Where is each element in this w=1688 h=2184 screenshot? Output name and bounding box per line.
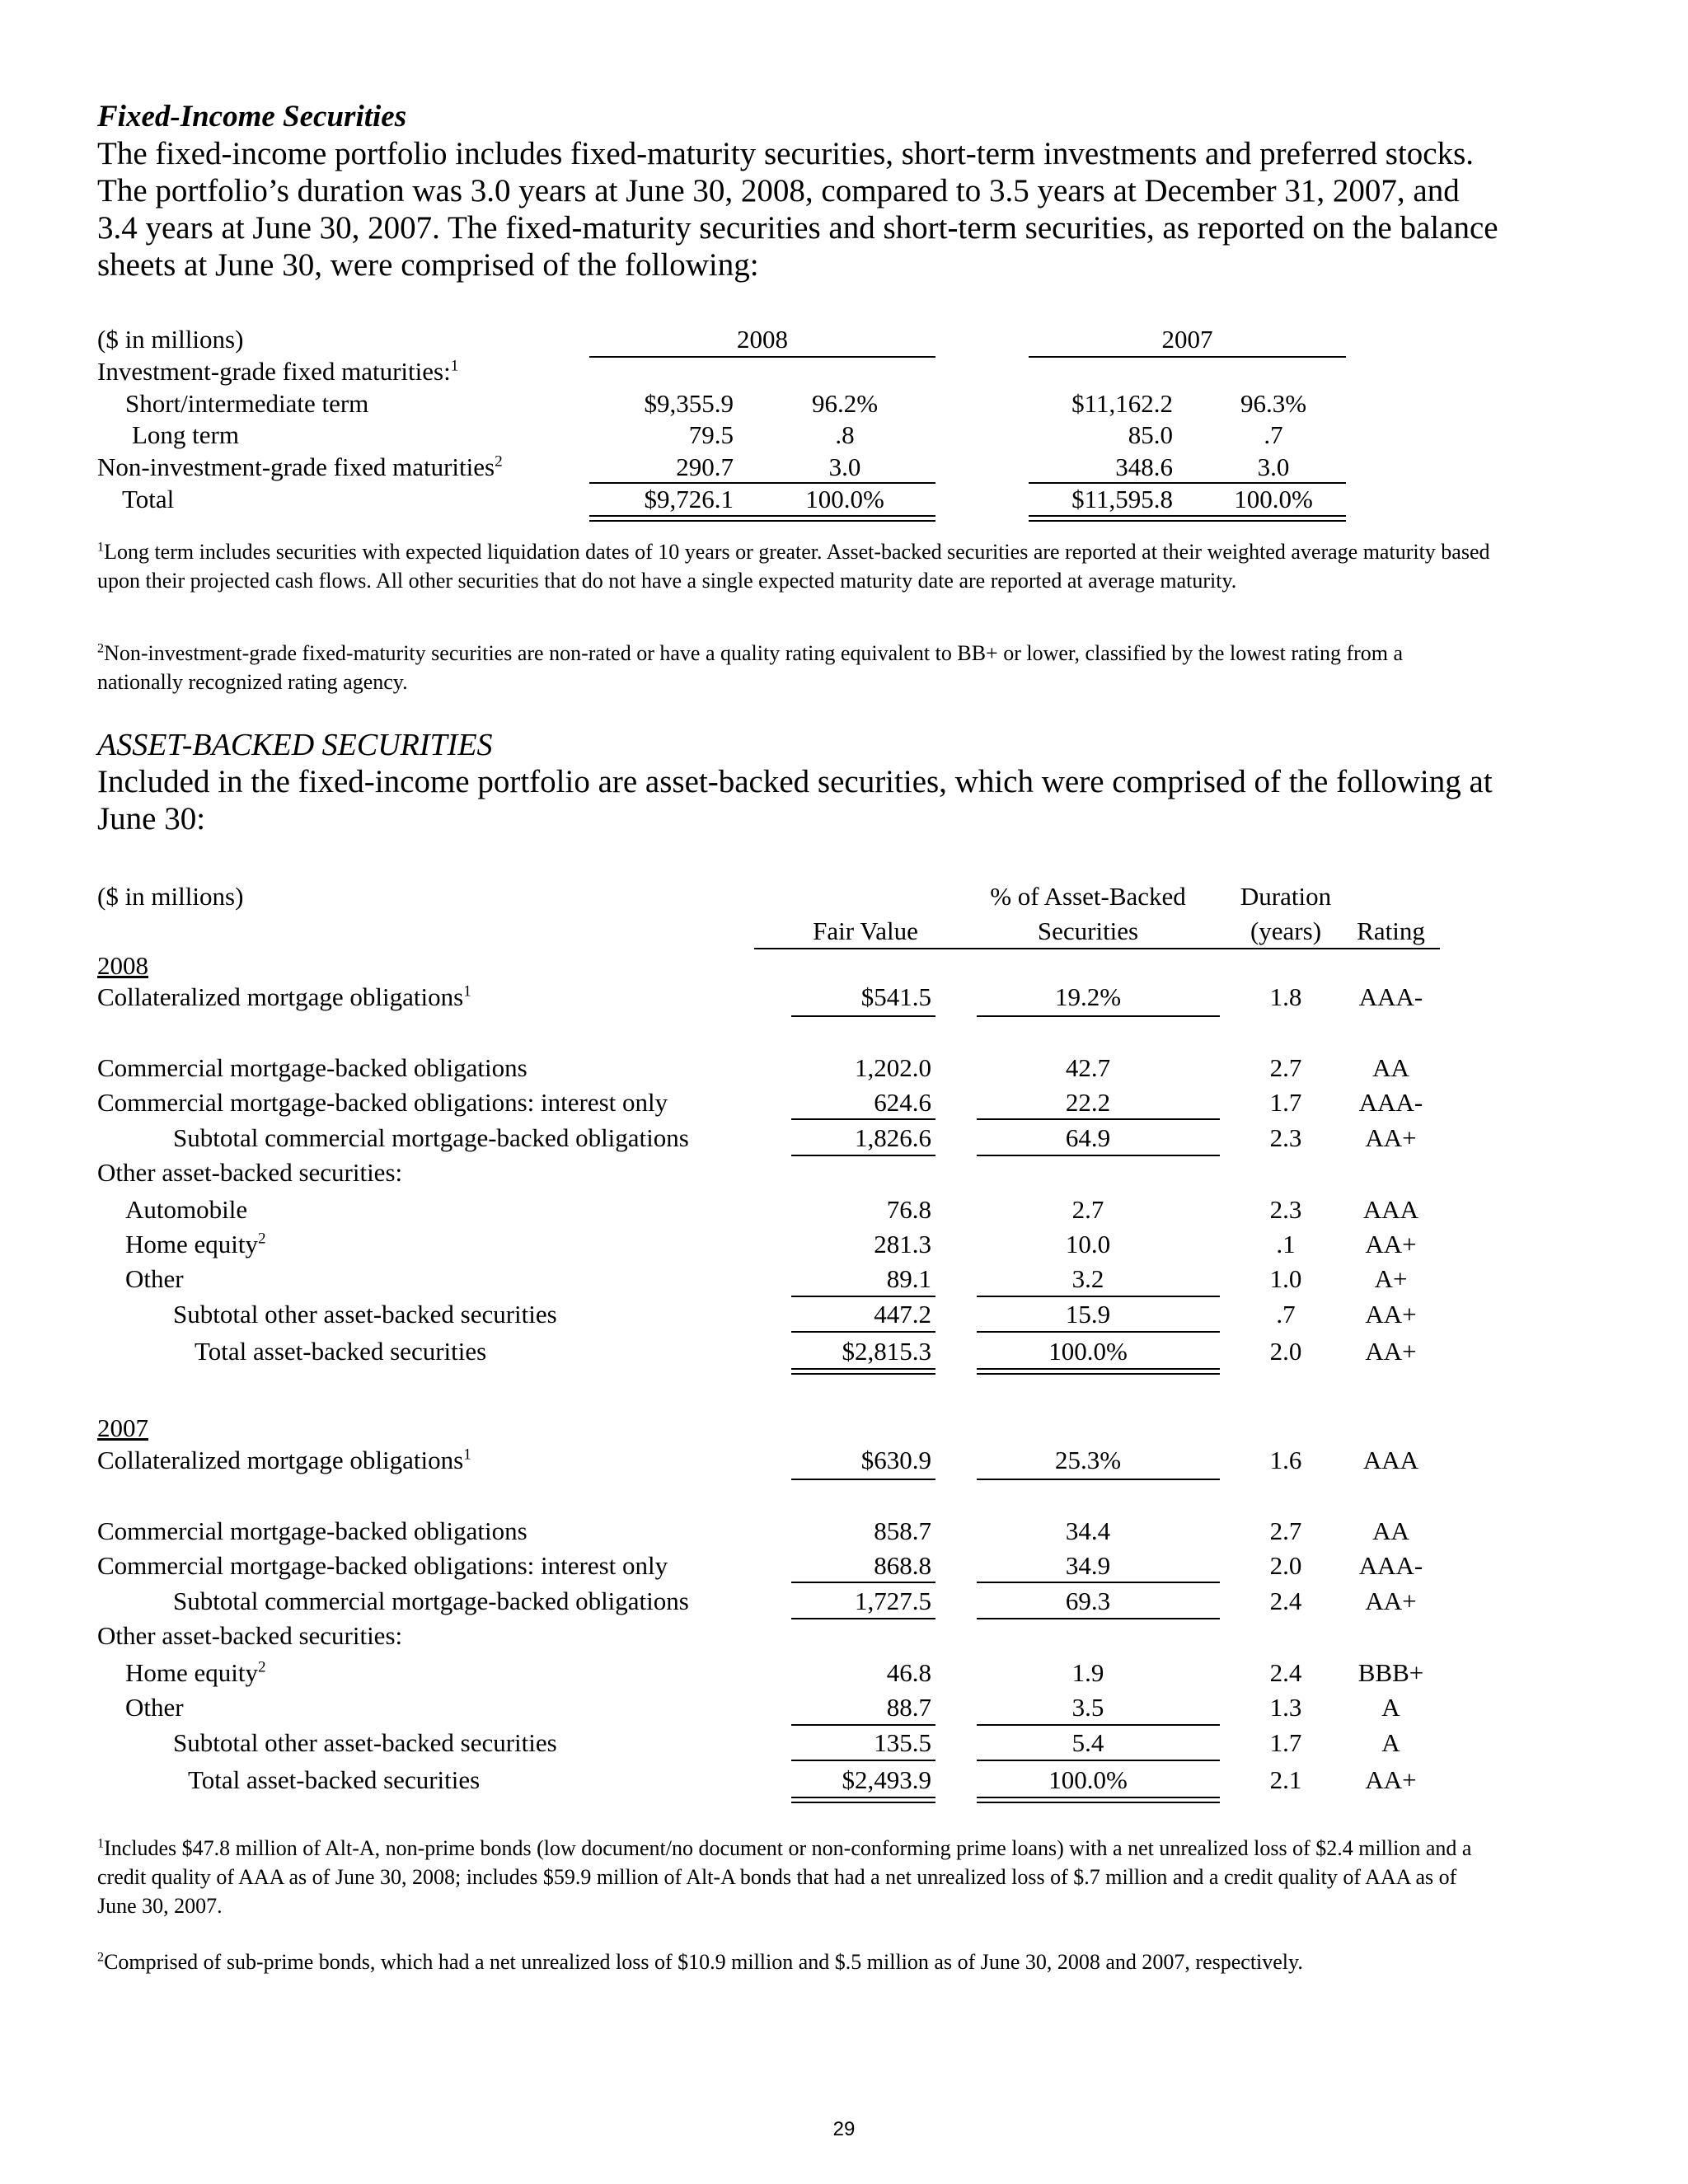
cell-2008-value: 290.7	[676, 452, 734, 481]
row-label-subtotal: Subtotal other asset-backed securities	[173, 1300, 557, 1329]
cell-duration: 1.6	[1269, 1446, 1302, 1474]
cell-percent: 5.4	[1071, 1728, 1104, 1757]
page-number: 29	[832, 2118, 856, 2140]
cell-duration: 2.3	[1269, 1195, 1302, 1224]
cell-percent: 34.4	[1065, 1516, 1111, 1545]
row-label-total: Total	[122, 485, 175, 513]
cell-fair-value: $630.9	[860, 1446, 931, 1474]
year-header-2008: 2008	[737, 325, 788, 354]
footnote-ref: 1	[463, 1446, 471, 1464]
total-double-rule-2007	[1029, 515, 1346, 522]
cell-duration: 1.3	[1269, 1693, 1302, 1722]
cell-fair-value: 1,826.6	[855, 1123, 931, 1152]
cell-2007-percent: 100.0%	[1234, 485, 1313, 513]
footnote-mark: 1	[97, 540, 105, 555]
row-label-text: Non-investment-grade fixed maturities	[97, 452, 495, 481]
row-label: Other	[125, 1264, 184, 1293]
footnote-text: Comprised of sub-prime bonds, which had a net unrealized loss of $10.9 million and $.5 million as of June 30, 2008 and 2007, respectively.	[104, 1950, 1303, 1974]
rule-percent	[977, 1479, 1220, 1480]
row-label-total: Total asset-backed securities	[195, 1337, 487, 1366]
total-double-rule-fair-value	[791, 1368, 935, 1375]
cell-duration: 1.7	[1269, 1728, 1302, 1757]
col-header-rating: Rating	[1357, 916, 1425, 945]
cell-rating: A	[1381, 1728, 1400, 1757]
cell-rating: AA+	[1365, 1123, 1417, 1152]
rule-fair-value	[791, 1618, 935, 1619]
cell-rating: AAA-	[1358, 1551, 1423, 1580]
row-label-subtotal: Subtotal commercial mortgage-backed obligations	[173, 1586, 689, 1615]
cell-2008-percent: 96.2%	[811, 389, 879, 418]
cell-2007-percent: .7	[1264, 420, 1283, 449]
cell-fair-value: 89.1	[886, 1264, 931, 1293]
row-label	[97, 1444, 471, 1477]
cell-duration: 2.3	[1269, 1123, 1302, 1152]
rule-percent	[977, 1296, 1220, 1297]
total-double-rule-2008	[589, 515, 935, 522]
cell-2007-value: 348.6	[1115, 452, 1173, 481]
rule-percent	[977, 1118, 1220, 1120]
footnote-text: Includes $47.8 million of Alt-A, non-prime bonds (low document/no document or non-conforming prime loans) with a net unrealized loss of $2.4 million and a credit quality of AAA as of June 30, 2008; includes $59.9 million of Alt-A bonds that had a net unrealized loss of $.7 million and a credit quality of AAA as of June 30, 2007.	[97, 1836, 1472, 1918]
cell-rating: AAA	[1362, 1446, 1419, 1474]
footnote-ref: 1	[450, 357, 459, 375]
cell-percent: 34.9	[1065, 1551, 1111, 1580]
cell-percent: 22.2	[1065, 1088, 1111, 1117]
rule-fair-value	[791, 1331, 935, 1333]
row-label-subtotal: Subtotal other asset-backed securities	[173, 1728, 557, 1757]
col-header-percent-line1: % of Asset-Backed	[990, 882, 1186, 911]
cell-2008-percent: 3.0	[828, 452, 861, 481]
row-label-total: Total asset-backed securities	[188, 1765, 481, 1794]
cell-fair-value: 46.8	[886, 1658, 931, 1687]
footnote-ref: 2	[495, 452, 503, 471]
total-double-rule-percent	[977, 1368, 1220, 1375]
row-label	[97, 451, 503, 484]
rule-fair-value	[791, 1479, 935, 1480]
cell-percent: 42.7	[1065, 1053, 1111, 1082]
row-label-text: Collateralized mortgage obligations	[97, 1446, 464, 1474]
cell-duration: 2.4	[1269, 1586, 1302, 1615]
year-label-2007: 2007	[97, 1413, 148, 1442]
cell-rating: AA	[1372, 1053, 1409, 1082]
cell-rating: AA+	[1365, 1230, 1417, 1258]
footnote-2	[97, 639, 1490, 696]
cell-percent: 3.2	[1071, 1264, 1104, 1293]
cell-fair-value: 76.8	[886, 1195, 931, 1224]
footnote-1	[97, 537, 1490, 595]
col-header-duration-line2: (years)	[1250, 916, 1322, 945]
cell-rating: AAA	[1362, 1195, 1419, 1224]
footnote-ref: 2	[258, 1658, 266, 1676]
cell-rating: AAA-	[1358, 1088, 1423, 1117]
year-label-2008: 2008	[97, 951, 148, 980]
cell-rating: AA+	[1365, 1337, 1417, 1366]
col-header-duration-line1: Duration	[1240, 882, 1332, 911]
cell-fair-value: 858.7	[874, 1516, 931, 1545]
cell-2007-percent: 3.0	[1257, 452, 1290, 481]
cell-fair-value: 281.3	[874, 1230, 931, 1258]
section-heading-asset-backed: ASSET-BACKED SECURITIES	[97, 728, 493, 762]
footnote-text: Non-investment-grade fixed-maturity securities are non-rated or have a quality rating equivalent to BB+ or lower, classified by the lowest rating from a nationally recognized rating agency.	[97, 641, 1404, 694]
cell-rating: AA	[1372, 1516, 1409, 1545]
cell-2007-value: $11,162.2	[1071, 389, 1173, 418]
cell-rating: AAA-	[1358, 982, 1423, 1011]
cell-duration: 2.0	[1269, 1337, 1302, 1366]
row-label-subtotal: Subtotal commercial mortgage-backed obligations	[173, 1123, 689, 1152]
rule-percent	[977, 1331, 1220, 1333]
cell-fair-value: 1,727.5	[855, 1586, 931, 1615]
section-heading-fixed-income: Fixed-Income Securities	[97, 100, 407, 134]
cell-rating: AA+	[1365, 1765, 1417, 1794]
cell-rating: A	[1381, 1693, 1400, 1722]
rule-percent	[977, 1015, 1220, 1017]
cell-2008-value: 79.5	[688, 420, 734, 449]
rule-percent	[977, 1155, 1220, 1156]
col-header-percent-line2: Securities	[1037, 916, 1139, 945]
cell-fair-value: 135.5	[874, 1728, 931, 1757]
cell-2008-percent: 100.0%	[805, 485, 884, 513]
footnote-mark: 2	[97, 641, 105, 656]
row-label: Commercial mortgage-backed obligations	[97, 1516, 528, 1545]
footnote-ref: 1	[463, 982, 471, 1001]
cell-fair-value: 1,202.0	[855, 1053, 931, 1082]
rule-fair-value	[791, 1582, 935, 1583]
cell-percent: 69.3	[1065, 1586, 1111, 1615]
cell-percent: 1.9	[1071, 1658, 1104, 1687]
total-double-rule-fair-value	[791, 1797, 935, 1803]
cell-percent: 100.0%	[1048, 1765, 1128, 1794]
cell-fair-value: $541.5	[860, 982, 931, 1011]
cell-fair-value: 88.7	[886, 1693, 931, 1722]
total-double-rule-percent	[977, 1797, 1220, 1803]
row-label-text: Home equity	[125, 1658, 258, 1687]
row-label-text: Home equity	[125, 1230, 258, 1258]
header-rule-2007	[1029, 356, 1346, 358]
row-label: Other	[125, 1693, 184, 1722]
cell-percent: 25.3%	[1054, 1446, 1122, 1474]
cell-rating: AA+	[1365, 1300, 1417, 1329]
row-label: Commercial mortgage-backed obligations: interest only	[97, 1088, 668, 1117]
footnote-mark: 1	[97, 1836, 105, 1851]
cell-2007-percent: 96.3%	[1240, 389, 1307, 418]
year-header-2007: 2007	[1161, 325, 1213, 354]
rule-fair-value	[791, 1155, 935, 1156]
row-label	[125, 1228, 266, 1261]
cell-duration: 2.1	[1269, 1765, 1302, 1794]
col-header-fair-value: Fair Value	[813, 916, 918, 945]
row-label: Short/intermediate term	[125, 389, 369, 418]
cell-percent: 15.9	[1065, 1300, 1111, 1329]
cell-duration: 2.4	[1269, 1658, 1302, 1687]
rule-percent	[977, 1760, 1220, 1761]
footnote-ref: 2	[258, 1230, 266, 1248]
rule-fair-value	[791, 1724, 935, 1726]
cell-rating: AA+	[1365, 1586, 1417, 1615]
cell-duration: .1	[1276, 1230, 1296, 1258]
row-label-group: Other asset-backed securities:	[97, 1621, 403, 1650]
cell-duration: 2.7	[1269, 1053, 1302, 1082]
cell-fair-value: 447.2	[874, 1300, 931, 1329]
cell-fair-value: $2,815.3	[842, 1337, 931, 1366]
cell-rating: A+	[1374, 1264, 1408, 1293]
cell-fair-value: $2,493.9	[842, 1765, 931, 1794]
section-label-text: Investment-grade fixed maturities:	[97, 357, 451, 386]
header-rule-2008	[589, 356, 935, 358]
row-label: Commercial mortgage-backed obligations: interest only	[97, 1551, 668, 1580]
cell-rating: BBB+	[1357, 1658, 1424, 1687]
rule-fair-value	[791, 1015, 935, 1017]
rule-percent	[977, 1582, 1220, 1583]
cell-duration: .7	[1276, 1300, 1296, 1329]
row-label-group: Other asset-backed securities:	[97, 1158, 403, 1187]
units-label: ($ in millions)	[97, 325, 244, 354]
rule-percent	[977, 1724, 1220, 1726]
row-label	[97, 981, 471, 1014]
cell-percent: 64.9	[1065, 1123, 1111, 1152]
cell-duration: 2.0	[1269, 1551, 1302, 1580]
rule-percent	[977, 1618, 1220, 1619]
units-label: ($ in millions)	[97, 882, 244, 911]
asset-backed-paragraph: Included in the fixed-income portfolio are asset-backed securities, which were comprised of the following at June 30:	[97, 764, 1493, 837]
footnote-text: Long term includes securities with expected liquidation dates of 10 years or greater. Asset-backed securities are reported at their weighted average maturity based upon their projected cash flows. All other securities that do not have a single expected maturity date are reported at average maturity.	[97, 540, 1490, 593]
cell-fair-value: 868.8	[874, 1551, 931, 1580]
cell-2007-value: 85.0	[1128, 420, 1173, 449]
cell-duration: 1.8	[1269, 982, 1302, 1011]
row-label: Long term	[132, 420, 239, 449]
row-label: Commercial mortgage-backed obligations	[97, 1053, 528, 1082]
cell-duration: 1.0	[1269, 1264, 1302, 1293]
cell-percent: 3.5	[1071, 1693, 1104, 1722]
cell-2007-value: $11,595.8	[1071, 485, 1173, 513]
row-label	[125, 1657, 266, 1690]
cell-percent: 19.2%	[1054, 982, 1122, 1011]
row-label-text: Collateralized mortgage obligations	[97, 982, 464, 1011]
footnote-1	[97, 1834, 1490, 1920]
fixed-income-paragraph: The fixed-income portfolio includes fixed-maturity securities, short-term investments and preferred stocks. The portfolio’s duration was 3.0 years at June 30, 2008, compared to 3.5 years at December 31, 2007, and 3.4 years at June 30, 2007. The fixed-maturity securities and short-term securities, as reported on the balance sheets at June 30, were comprised of the following:	[97, 136, 1498, 283]
rule-fair-value	[791, 1296, 935, 1297]
footnote-2	[97, 1947, 1490, 1976]
cell-percent: 100.0%	[1048, 1337, 1128, 1366]
rule-fair-value	[791, 1760, 935, 1761]
investment-grade-label	[97, 355, 458, 388]
rule-fair-value	[791, 1118, 935, 1120]
footnote-mark: 2	[97, 1950, 105, 1965]
row-label: Automobile	[125, 1195, 248, 1224]
cell-2008-percent: .8	[835, 420, 855, 449]
cell-2008-value: $9,355.9	[644, 389, 734, 418]
cell-fair-value: 624.6	[874, 1088, 931, 1117]
cell-percent: 2.7	[1071, 1195, 1104, 1224]
cell-percent: 10.0	[1065, 1230, 1111, 1258]
header-rule	[754, 948, 1440, 949]
cell-duration: 1.7	[1269, 1088, 1302, 1117]
cell-duration: 2.7	[1269, 1516, 1302, 1545]
cell-2008-value: $9,726.1	[644, 485, 734, 513]
